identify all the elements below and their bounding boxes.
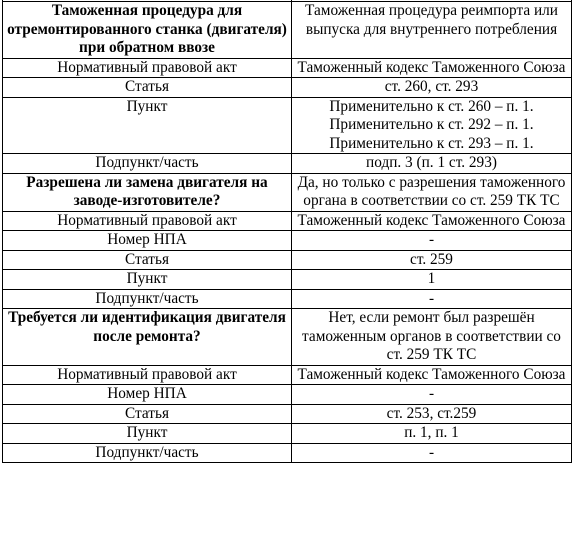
reference-table <box>2 0 572 463</box>
value-cell: Таможенный кодекс Таможенного Союза <box>292 58 572 78</box>
value-line: Применительно к ст. 260 – п. 1. <box>329 97 534 115</box>
value-line: Применительно к ст. 292 – п. 1. <box>329 116 534 133</box>
key-cell: Подпункт/часть <box>3 443 292 463</box>
table-row <box>3 404 572 424</box>
table-row <box>3 211 572 231</box>
value-cell: ст. 260, ст. 293 <box>292 78 572 98</box>
question-row <box>3 309 572 366</box>
key-cell: Подпункт/часть <box>3 289 292 309</box>
value-cell <box>292 97 572 154</box>
key-cell: Номер НПА <box>3 231 292 251</box>
key-cell: Подпункт/часть <box>3 154 292 174</box>
table-row <box>3 289 572 309</box>
key-cell: Пункт <box>3 97 292 154</box>
answer-cell: Да, но только с разрешения таможенного органа в соответствии со ст. 259 ТК ТС <box>292 173 572 211</box>
value-cell: Таможенный кодекс Таможенного Союза <box>292 211 572 231</box>
value-cell: п. 1, п. 1 <box>292 424 572 444</box>
value-cell: Таможенный кодекс Таможенного Союза <box>292 365 572 385</box>
key-cell: Статья <box>3 250 292 270</box>
value-cell: - <box>292 231 572 251</box>
key-cell: Нормативный правовой акт <box>3 211 292 231</box>
value-cell: 1 <box>292 270 572 290</box>
answer-cell: Нет, если ремонт был разрешён таможенным органов в соответствии со ст. 259 ТК ТС <box>292 309 572 366</box>
question-cell: Требуется ли идентификация двигателя после ремонта? <box>3 309 292 366</box>
value-cell: ст. 253, ст.259 <box>292 404 572 424</box>
table-row <box>3 97 572 154</box>
key-cell: Пункт <box>3 270 292 290</box>
value-cell: - <box>292 443 572 463</box>
table-row <box>3 424 572 444</box>
key-cell: Нормативный правовой акт <box>3 58 292 78</box>
key-cell: Статья <box>3 404 292 424</box>
value-cell: - <box>292 289 572 309</box>
table-row <box>3 250 572 270</box>
table-row <box>3 365 572 385</box>
table-row <box>3 154 572 174</box>
key-cell: Нормативный правовой акт <box>3 365 292 385</box>
key-cell: Пункт <box>3 424 292 444</box>
value-cell: - <box>292 385 572 405</box>
value-cell: ст. 259 <box>292 250 572 270</box>
key-cell: Номер НПА <box>3 385 292 405</box>
table-row <box>3 385 572 405</box>
table-row <box>3 270 572 290</box>
table-row <box>3 231 572 251</box>
question-row <box>3 173 572 211</box>
value-line: Применительно к ст. 293 – п. 1. <box>329 134 534 152</box>
question-row <box>3 2 572 59</box>
table-row <box>3 443 572 463</box>
table-body <box>3 0 572 463</box>
value-cell: подп. 3 (п. 1 ст. 293) <box>292 154 572 174</box>
question-cell: Разрешена ли замена двигателя на заводе-изготовителе? <box>3 173 292 211</box>
answer-cell: Таможенная процедура реимпорта или выпуска для внутреннего потребления <box>292 2 572 59</box>
question-cell: Таможенная процедура для отремонтированного станка (двигателя) при обратном ввозе <box>3 2 292 59</box>
key-cell: Статья <box>3 78 292 98</box>
table-row <box>3 58 572 78</box>
table-row <box>3 78 572 98</box>
